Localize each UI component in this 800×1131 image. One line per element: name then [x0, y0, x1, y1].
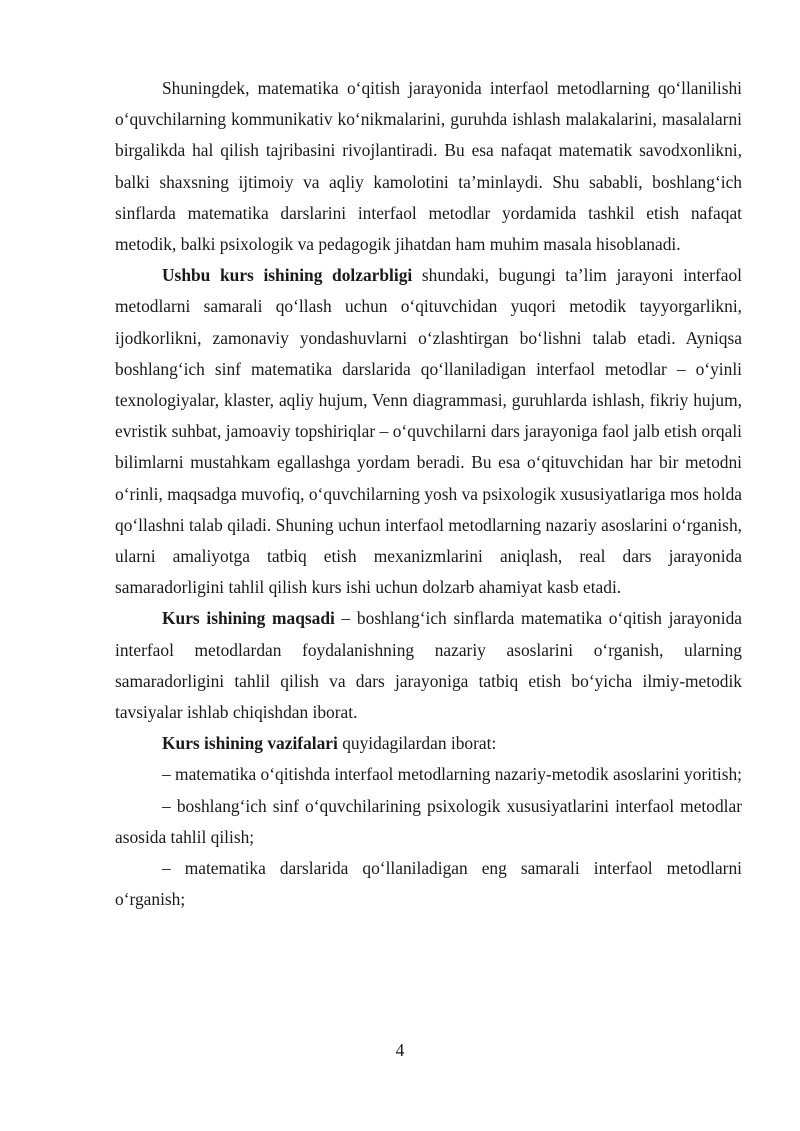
task-item-text: – matematika darslarida qo‘llaniladigan eng samarali interfaol metodlarni o‘rganish; — [115, 858, 742, 910]
relevance-heading: Ushbu kurs ishining dolzarbligi — [162, 265, 413, 286]
tasks-heading: Kurs ishining vazifalari — [162, 733, 338, 754]
paragraph-relevance — [115, 260, 742, 603]
task-item — [115, 853, 742, 915]
paragraph-tasks — [115, 728, 742, 759]
page-number: 4 — [395, 1040, 405, 1060]
relevance-text: shundaki, bugungi ta’lim jarayoni interfaol metodlarni samarali qo‘llash uchun o‘qituvchidan yuqori metodik tayyorgarlikni, ijodkorlikni, zamonaviy yondashuvlarni o‘zlashtirgan bo‘lishni talab etadi. Ayniqsa boshlang‘ich sinf matematika darslarida qo‘llaniladigan interfaol metodlar – o‘yinli texnologiyalar, klaster, aqliy hujum, Venn diagrammasi, guruhlarda ishlash, fikriy hujum, evristik suhbat, jamoaviy topshiriqlar – o‘quvchilarni dars jarayoniga faol jalb etish orqali bilimlarni mustahkam egallashga yordam beradi. Bu esa o‘qituvchidan har bir metodni o‘rinli, maqsadga muvofiq, o‘quvchilarning yosh va psixologik xususiyatlariga mos holda qo‘llashni talab qiladi. Shuning uchun interfaol metodlarning nazariy asoslarini o‘rganish, ularni amaliyotga tatbiq etish mexanizmlarini aniqlash, real dars jarayonida samaradorligini tahlil qilish kurs ishi uchun dolzarb ahamiyat kasb etadi. — [115, 265, 742, 598]
task-item-text: – boshlang‘ich sinf o‘quvchilarining psixologik xususiyatlarini interfaol metodlar asosida tahlil qilish; — [115, 795, 742, 847]
paragraph-intro-text: Shuningdek, matematika o‘qitish jarayonida interfaol metodlarning qo‘llanilishi o‘quvchilarning kommunikativ ko‘nikmalarini, guruhda ishlash malakalarini, masalalarni birgalikda hal qilish tajribasini rivojlantiradi. Bu esa nafaqat matematik savodxonlikni, balki shaxsning ijtimoiy va aqliy kamolotini ta’minlaydi. Shu sababli, boshlang‘ich sinflarda matematika darslarini interfaol metodlar yordamida tashkil etish nafaqat metodik, balki psixologik va pedagogik jihatdan ham muhim masala hisoblanadi. — [115, 78, 742, 255]
task-item — [115, 791, 742, 853]
paragraph-intro — [115, 73, 742, 260]
goal-heading: Kurs ishining maqsadi — [162, 608, 335, 629]
task-item — [115, 759, 742, 790]
tasks-text: quyidagilardan iborat: — [337, 733, 497, 754]
goal-text: – boshlang‘ich sinflarda matematika o‘qitish jarayonida interfaol metodlardan foydalanishning nazariy asoslarini o‘rganish, ularning samaradorligini tahlil qilish va dars jarayoniga tatbiq etish bo‘yicha ilmiy-metodik tavsiyalar ishlab chiqishdan iborat. — [115, 608, 742, 723]
body-text — [115, 73, 742, 915]
task-item-text: – matematika o‘qitishda interfaol metodlarning nazariy-metodik asoslarini yoritish; — [162, 764, 743, 785]
paragraph-goal — [115, 603, 742, 728]
